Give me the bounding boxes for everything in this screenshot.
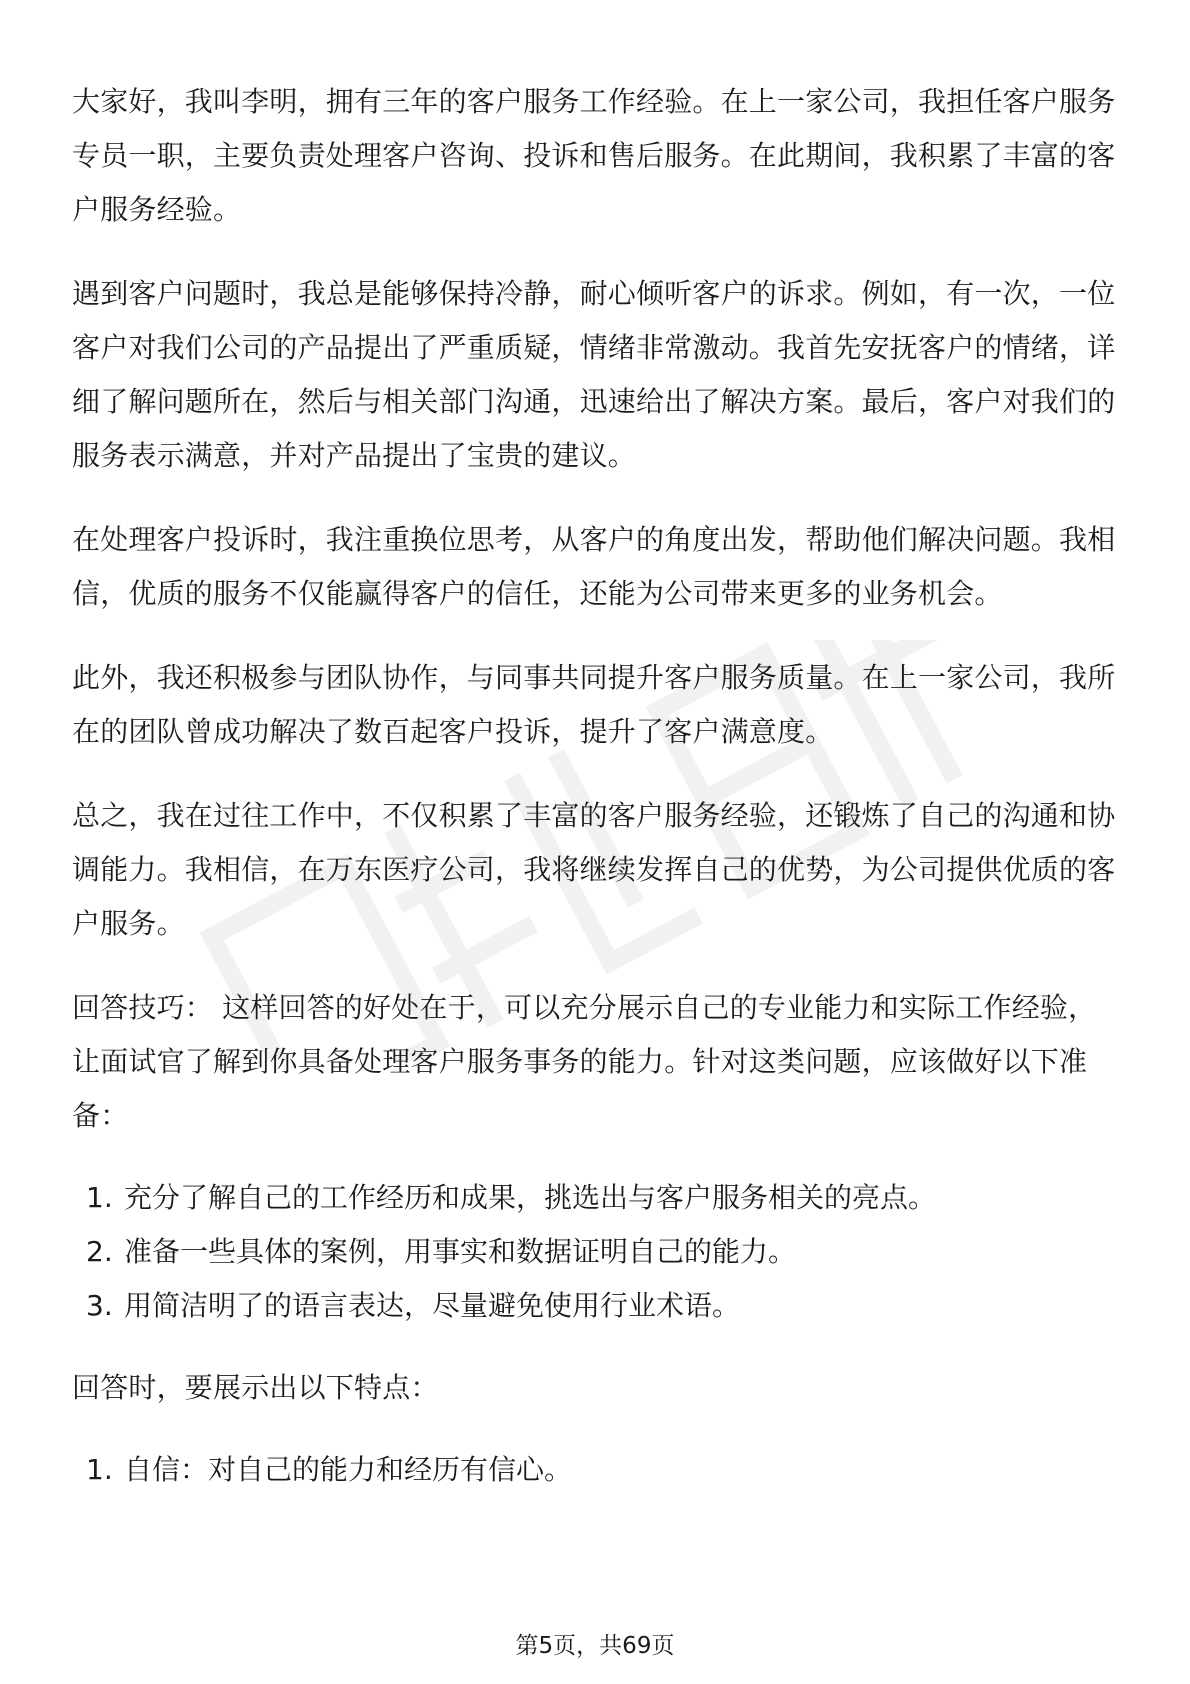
intro-paragraph: 大家好，我叫李明，拥有三年的客户服务工作经验。在上一家公司，我担任客户服务专员一职，主要负责处理客户咨询、投诉和售后服务。在此期间，我积累了丰富的客户服务经验。	[72, 85, 1116, 226]
teamwork-paragraph: 此外，我还积极参与团队协作，与同事共同提升客户服务质量。在上一家公司，我所在的团队曾成功解决了数百起客户投诉，提升了客户满意度。	[72, 661, 1116, 748]
list-item: 1. 充分了解自己的工作经历和成果，挑选出与客户服务相关的亮点。	[86, 1181, 937, 1214]
tips-paragraph: 回答技巧： 这样回答的好处在于，可以充分展示自己的专业能力和实际工作经验，让面试官了解到你具备处理客户服务事务的能力。针对这类问题，应该做好以下准备：	[72, 991, 1097, 1132]
page-number-footer: 第5页，共69页	[515, 1633, 675, 1659]
example-paragraph: 遇到客户问题时，我总是能够保持冷静，耐心倾听客户的诉求。例如，有一次，一位客户对我们公司的产品提出了严重质疑，情绪非常激动。我首先安抚客户的情绪，详细了解问题所在，然后与相关部门沟通，迅速给出了解决方案。最后，客户对我们的服务表示满意，并对产品提出了宝贵的建议。	[72, 277, 1116, 472]
list-item: 2. 准备一些具体的案例，用事实和数据证明自己的能力。	[86, 1235, 797, 1268]
summary-paragraph: 总之，我在过往工作中，不仅积累了丰富的客户服务经验，还锻炼了自己的沟通和协调能力。我相信，在万东医疗公司，我将继续发挥自己的优势，为公司提供优质的客户服务。	[72, 799, 1116, 940]
features-list	[72, 1443, 1118, 1497]
list-item: 3. 用简洁明了的语言表达，尽量避免使用行业术语。	[86, 1289, 741, 1322]
preparation-list	[72, 1171, 1118, 1333]
list-item: 1. 自信：对自己的能力和经历有信心。	[86, 1453, 573, 1486]
document-body	[72, 75, 1118, 1525]
features-intro: 回答时，要展示出以下特点：	[72, 1371, 439, 1404]
complaint-paragraph: 在处理客户投诉时，我注重换位思考，从客户的角度出发，帮助他们解决问题。我相信，优质的服务不仅能赢得客户的信任，还能为公司带来更多的业务机会。	[72, 523, 1116, 610]
